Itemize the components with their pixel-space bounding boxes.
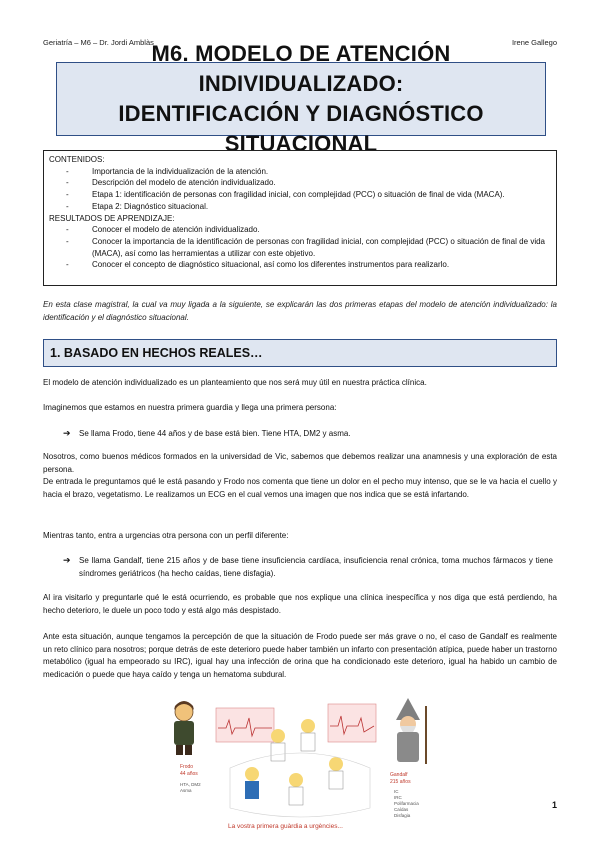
contents-heading: CONTENIDOS:	[49, 155, 105, 164]
paragraph: Nosotros, como buenos médicos formados en la universidad de Vic, sabemos que debemos realizar una anamnesis y una exploración de esta persona. De entrada le preguntamos qué le está pasando y Frodo nos comenta que tiene un dolor en el pecho muy intenso, que se le va hacia el cuello y hacia el brazo, vegetatismo. Le realizamos un ECG en el cual vemos una imagen que nos indica que se está infartando.	[43, 452, 557, 500]
section-heading: 1. BASADO EN HECHOS REALES…	[43, 339, 557, 367]
frodo-note: Asma	[180, 788, 192, 793]
frodo-label: Frodo	[180, 764, 194, 770]
ecg-strip-left	[216, 708, 274, 742]
title-line-2: IDENTIFICACIÓN Y DIAGNÓSTICO SITUACIONAL	[118, 101, 484, 156]
arrow-icon: ➔	[63, 555, 71, 565]
paragraph: Mientras tanto, entra a urgencias otra persona con un perfil diferente:	[43, 531, 289, 540]
list-item: - Conocer la importancia de la identificación de personas con fragilidad inicial, con complejidad (PCC) o situación de final de vida (MACA), así como las herramientas a utilizar con este objetivo.	[66, 236, 545, 258]
frodo-figure	[174, 701, 194, 755]
title-line-1: M6. MODELO DE ATENCIÓN INDIVIDUALIZADO:	[151, 41, 451, 96]
figure-caption: La vostra primera guàrdia a urgències...	[228, 823, 343, 830]
gandalf-label: Gandalf	[390, 772, 408, 778]
results-heading: RESULTADOS DE APRENDIZAJE:	[49, 213, 175, 223]
case-bullet-gandalf: ➔ Se llama Gandalf, tiene 215 años y de base tiene insuficiencia cardíaca, insuficiencia renal crónica, toma muchos fármacos y tiene síndromes geriátricos (ha hecho caídas, tiene disfagia).	[63, 555, 553, 578]
ecg-strip-right	[328, 704, 376, 742]
contents-list	[49, 166, 551, 213]
list-item: - Etapa 1: identificación de personas con fragilidad inicial, con complejidad (PCC) o situación de final de vida (MACA).	[66, 190, 505, 200]
gandalf-age: 215 años	[390, 779, 411, 785]
gandalf-note: IRC	[394, 795, 402, 800]
list-item: - Descripción del modelo de atención individualizado.	[66, 178, 276, 188]
frodo-age: 44 años	[180, 771, 198, 777]
list-item: - Conocer el concepto de diagnóstico situacional, así como los diferentes instrumentos para realizarlo.	[66, 260, 450, 270]
gandalf-note: IC	[394, 789, 399, 794]
paragraph: Ante esta situación, aunque tengamos la percepción de que la situación de Frodo puede ser más grave o no, el caso de Gandalf es realmente un reto clínico para nosotros; porque detrás de este deterioro puede haber también un infarto con presentación atípica, puede haber un trastorno metabólico (igual ha empeorado su IRC), igual hay una infección de orina que ha condicionado este deterioro, igual ha habido un cambio de medicación o puede que haya caído y tenga un hematoma subdural.	[43, 632, 557, 680]
gandalf-note: Polifarmacia	[394, 801, 419, 806]
list-item: - Etapa 2: Diagnóstico situacional.	[66, 201, 209, 211]
contents-box	[43, 150, 557, 286]
running-header-left: Geriatría – M6 – Dr. Jordi Amblàs	[43, 38, 154, 47]
arrow-icon: ➔	[63, 428, 71, 438]
paragraph: Al ira visitarlo y preguntarle qué le está ocurriendo, es probable que nos explique una clínica inespecífica y nos diga que está perdiendo, ha hecho deterioro, le duele un poco todo y está algo más despistado.	[43, 593, 557, 615]
gandalf-note: Disfagia	[394, 813, 411, 818]
illustration	[160, 698, 440, 836]
page-number: 1	[551, 800, 557, 810]
frodo-note: HTA, DM2	[180, 782, 201, 787]
list-item: - Importancia de la individualización de la atención.	[66, 166, 269, 176]
paragraph: Imaginemos que estamos en nuestra primera guardia y llega una primera persona:	[43, 403, 337, 412]
gandalf-figure	[396, 698, 426, 764]
gandalf-note: Caídas	[394, 807, 409, 812]
running-header-right: Irene Gallego	[511, 38, 557, 47]
paragraph: El modelo de atención individualizado es un planteamiento que nos será muy útil en nuestra práctica clínica.	[43, 378, 427, 387]
list-item: - Conocer el modelo de atención individualizado.	[66, 225, 260, 235]
intro-paragraph: En esta clase magistral, la cual va muy ligada a la siguiente, se explicarán las dos primeras etapas del modelo de atención individualizado: la identificación y el diagnóstico situacional.	[43, 300, 557, 322]
results-list	[49, 224, 551, 271]
case-bullet-frodo: ➔ Se llama Frodo, tiene 44 años y de base está bien. Tiene HTA, DM2 y asma.	[63, 428, 351, 438]
